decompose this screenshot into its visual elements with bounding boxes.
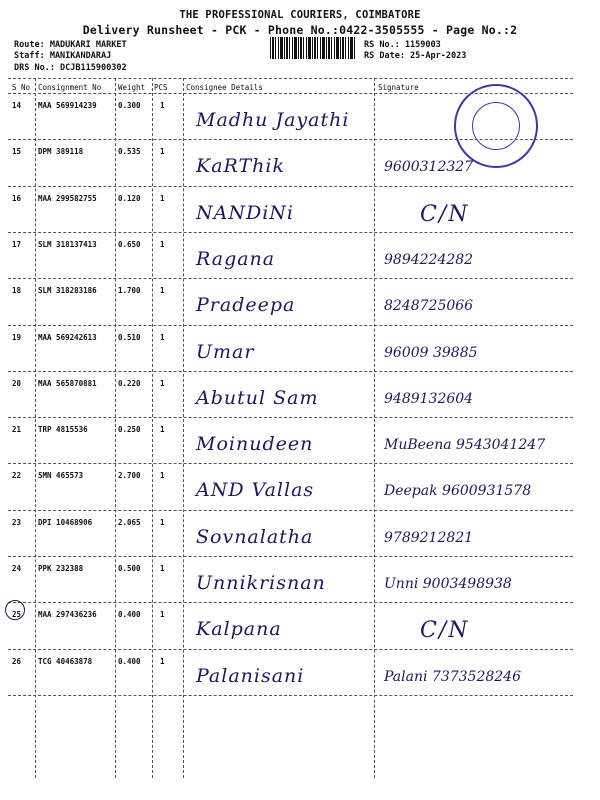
row-consignment: TCG 40463878 xyxy=(38,656,93,666)
row-consignee-name: Unnikrisnan xyxy=(196,572,326,594)
row-divider xyxy=(8,649,573,650)
row-divider xyxy=(8,602,573,603)
row-sno: 19 xyxy=(12,332,22,342)
row-weight: 2.700 xyxy=(118,471,141,481)
row-signature: 9894224282 xyxy=(384,251,474,268)
row-sno: 18 xyxy=(12,286,22,296)
row-signature: Unni 9003498938 xyxy=(384,576,512,592)
row-weight: 0.400 xyxy=(118,656,141,666)
row-pcs: 1 xyxy=(160,378,165,388)
row-consignee-name: Kalpana xyxy=(196,618,282,641)
row-signature: 9600312327 xyxy=(384,159,474,176)
row-consignee-name: AND Vallas xyxy=(196,479,315,502)
row-weight: 0.220 xyxy=(118,378,141,388)
row-weight: 0.510 xyxy=(118,332,141,342)
row-signature: C/N xyxy=(420,618,470,644)
row-pcs: 1 xyxy=(160,193,165,203)
row-pcs: 1 xyxy=(160,517,165,527)
row-sno: 20 xyxy=(12,378,22,388)
col-divider xyxy=(183,78,184,778)
row-sno: 24 xyxy=(12,564,22,573)
col-divider xyxy=(374,78,375,778)
row-weight: 0.120 xyxy=(118,193,141,203)
row-consignment: MAA 565870881 xyxy=(38,378,97,388)
row-pcs: 1 xyxy=(160,564,165,573)
row-sno: 14 xyxy=(12,101,22,110)
row-consignee-name: NANDiNi xyxy=(196,201,294,224)
row-divider xyxy=(8,695,573,696)
row-consignee-name: Sovnalatha xyxy=(196,525,314,548)
row-consignment: SMN 465573 xyxy=(38,471,84,481)
col-consignee: Consignee Details xyxy=(186,83,263,92)
row-divider xyxy=(8,510,573,511)
row-consignee-name: Moinudeen xyxy=(196,433,314,456)
row-consignee-name: Pradeepa xyxy=(196,294,296,317)
row-weight: 1.700 xyxy=(118,286,141,296)
col-consignment: Consignment No xyxy=(38,83,102,92)
row-divider xyxy=(8,371,573,372)
row-divider xyxy=(8,232,573,233)
header-top-rule xyxy=(8,78,573,79)
route-label: Route: MADUKARI MARKET xyxy=(14,40,127,50)
col-pcs: PCS xyxy=(154,83,168,92)
row-consignment: TRP 4815536 xyxy=(38,425,88,435)
col-sno: S No xyxy=(12,83,31,92)
row-divider xyxy=(8,556,573,557)
row-sno: 23 xyxy=(12,517,22,527)
row-signature: C/N xyxy=(420,201,470,227)
row-sno: 21 xyxy=(12,425,22,435)
row-weight: 0.535 xyxy=(118,147,141,157)
row-signature: 9789212821 xyxy=(384,529,474,546)
runsheet-subtitle: Delivery Runsheet - PCK - Phone No.:0422-3505555 - Page No.:2 xyxy=(82,23,518,37)
row-divider xyxy=(8,278,573,279)
row-pcs: 1 xyxy=(160,471,165,481)
row-weight: 2.065 xyxy=(118,517,141,527)
row-consignee-name: Ragana xyxy=(196,247,276,270)
col-divider xyxy=(115,78,116,778)
row-signature: Palani 7373528246 xyxy=(384,668,521,685)
row-consignment: MAA 569914239 xyxy=(38,101,97,110)
row-pcs: 1 xyxy=(160,286,165,296)
row-divider xyxy=(8,186,573,187)
row-weight: 0.650 xyxy=(118,239,141,249)
row-consignee-name: Palanisani xyxy=(196,664,305,687)
row-sno: 22 xyxy=(12,471,22,481)
row-weight: 0.300 xyxy=(118,101,141,110)
rs-date: RS Date: 25-Apr-2023 xyxy=(364,51,467,61)
rs-number: RS No.: 1159003 xyxy=(364,40,441,50)
row-consignee-name: Umar xyxy=(196,340,255,363)
row-sno: 16 xyxy=(12,193,22,203)
row-pcs: 1 xyxy=(160,332,165,342)
row-sno: 26 xyxy=(12,656,22,666)
row-pcs: 1 xyxy=(160,147,165,157)
row-weight: 0.250 xyxy=(118,425,141,435)
row-pcs: 1 xyxy=(160,239,165,249)
row-pcs: 1 xyxy=(160,101,165,110)
row-consignee-name: KaRThik xyxy=(196,155,285,178)
row-consignment: SLM 318137413 xyxy=(38,239,97,249)
col-weight: Weight xyxy=(118,83,146,92)
row-divider xyxy=(8,463,573,464)
row-signature: 96009 39885 xyxy=(384,344,478,361)
staff-label: Staff: MANIKANDARAJ xyxy=(14,51,112,61)
col-signature: Signature xyxy=(378,83,419,92)
row-divider xyxy=(8,417,573,418)
row-consignment: MAA 297436236 xyxy=(38,610,97,620)
row-consignment: MAA 299582755 xyxy=(38,193,97,203)
row-sno: 15 xyxy=(12,147,22,157)
row-pcs: 1 xyxy=(160,656,165,666)
row-consignment: DPM 389118 xyxy=(38,147,84,157)
row-consignee-name: Abutul Sam xyxy=(196,386,319,409)
row-consignment: SLM 318283186 xyxy=(38,286,97,296)
row-sno: 25 xyxy=(12,610,22,620)
company-stamp xyxy=(454,84,538,168)
col-divider xyxy=(35,78,36,778)
row-consignment: PPK 232388 xyxy=(38,564,84,573)
row-pcs: 1 xyxy=(160,425,165,435)
row-signature: MuBeena 9543041247 xyxy=(384,437,546,454)
row-signature: 8248725066 xyxy=(384,298,474,315)
row-divider xyxy=(8,325,573,326)
row-pcs: 1 xyxy=(160,610,165,620)
drs-label: DRS No.: DCJB115900302 xyxy=(14,63,127,73)
company-title: THE PROFESSIONAL COURIERS, COIMBATORE xyxy=(179,9,421,21)
row-weight: 0.400 xyxy=(118,610,141,620)
barcode xyxy=(270,37,356,59)
row-sno: 17 xyxy=(12,239,22,249)
circled-mark xyxy=(5,600,25,620)
row-signature: Deepak 9600931578 xyxy=(384,483,532,500)
col-divider xyxy=(152,78,153,778)
row-consignee-name: Madhu Jayathi xyxy=(196,109,350,131)
row-weight: 0.500 xyxy=(118,564,141,573)
row-consignment: DPI 10468906 xyxy=(38,517,93,527)
row-signature: 9489132604 xyxy=(384,390,474,407)
row-consignment: MAA 569242613 xyxy=(38,332,97,342)
